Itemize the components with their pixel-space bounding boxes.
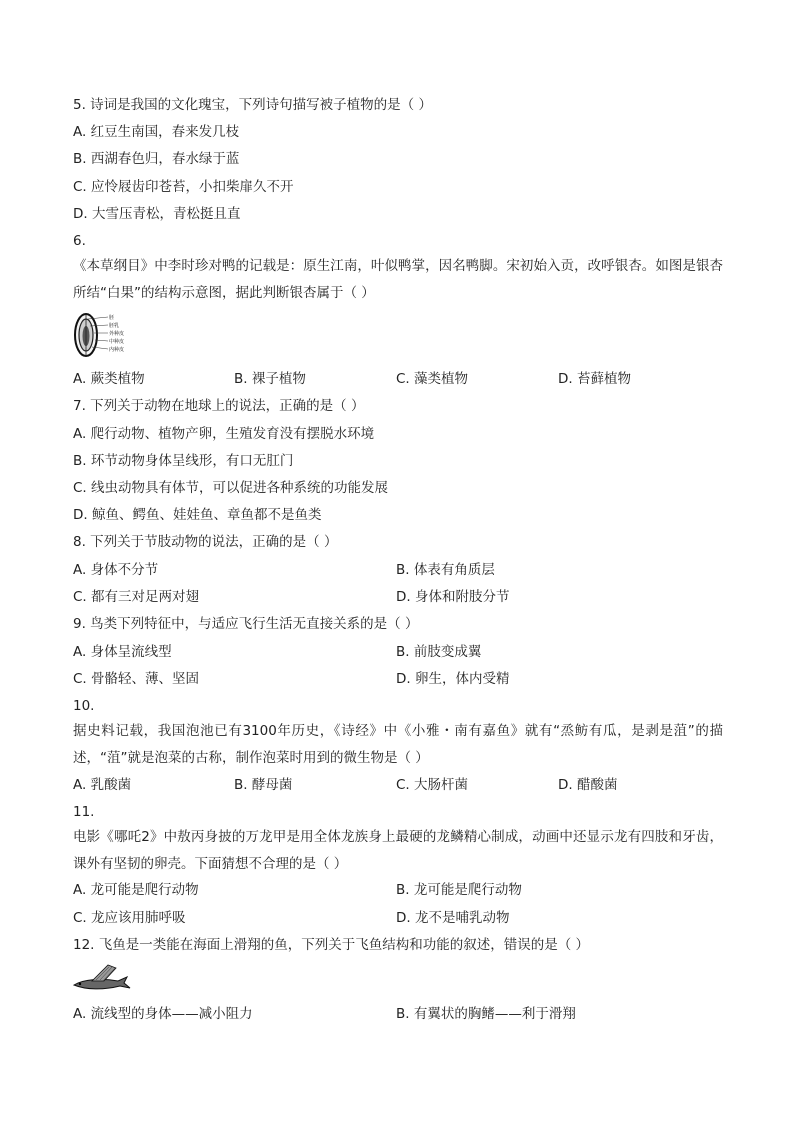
flying-fish-figure bbox=[72, 962, 138, 994]
q8-option-b: B. 体表有角质层 bbox=[396, 562, 495, 578]
q11-option-c: C. 龙应该用肺呼吸 bbox=[73, 910, 186, 926]
q11-stem: 电影《哪吒2》中敖丙身披的万龙甲是用全体龙族身上最硬的龙鳞精心制成，动画中还显示龙有四肢和牙齿，课外有坚韧的卵壳。下面猜想不合理的是（ ） bbox=[73, 829, 723, 872]
q11-option-a: A. 龙可能是爬行动物 bbox=[73, 882, 199, 898]
q6-option-a: A. 蕨类植物 bbox=[73, 371, 145, 387]
q6-option-c: C. 藻类植物 bbox=[396, 371, 469, 387]
figure-label-endosperm: 胚乳 bbox=[109, 323, 120, 329]
q7-option-c: C. 线虫动物具有体节，可以促进各种系统的功能发展 bbox=[73, 480, 389, 496]
figure-label-inner-seed-coat: 内种皮 bbox=[109, 347, 125, 353]
q6-stem: 《本草纲目》中李时珍对鸭的记载是：原生江南，叶似鸭掌，因名鸭脚。宋初始入贡，改呼银杏。如图是银杏所结“白果”的结构示意图，据此判断银杏属于（ ） bbox=[73, 258, 723, 301]
q9-stem: 9. 鸟类下列特征中，与适应飞行生活无直接关系的是（ ） bbox=[73, 616, 419, 632]
q8-option-c: C. 都有三对足两对翅 bbox=[73, 589, 200, 605]
q6-option-d: D. 苔藓植物 bbox=[558, 371, 631, 387]
q6-option-b: B. 裸子植物 bbox=[234, 371, 306, 387]
q10-option-a: A. 乳酸菌 bbox=[73, 777, 132, 793]
figure-label-embryo: 胚 bbox=[109, 315, 115, 321]
q11-option-d: D. 龙不是哺乳动物 bbox=[396, 910, 510, 926]
q8-stem: 8. 下列关于节肢动物的说法，正确的是（ ） bbox=[73, 534, 338, 550]
q5-option-d: D. 大雪压青松，青松挺且直 bbox=[73, 206, 241, 222]
q7-option-b: B. 环节动物身体呈线形，有口无肛门 bbox=[73, 453, 294, 469]
q5-option-c: C. 应怜屐齿印苍苔，小扣柴扉久不开 bbox=[73, 179, 294, 195]
q11-number: 11. bbox=[73, 804, 95, 820]
q5-option-b: B. 西湖春色归，春水绿于蓝 bbox=[73, 151, 240, 167]
q10-option-b: B. 酵母菌 bbox=[234, 777, 293, 793]
q12-option-b: B. 有翼状的胸鳍——利于滑翔 bbox=[396, 1006, 576, 1022]
q8-option-d: D. 身体和附肢分节 bbox=[396, 589, 510, 605]
q10-option-d: D. 醋酸菌 bbox=[558, 777, 618, 793]
q9-option-d: D. 卵生，体内受精 bbox=[396, 671, 510, 687]
q6-number: 6. bbox=[73, 233, 86, 249]
q9-option-c: C. 骨骼轻、薄、坚固 bbox=[73, 671, 200, 687]
q10-number: 10. bbox=[73, 698, 95, 714]
q12-stem: 12. 飞鱼是一类能在海面上滑翔的鱼，下列关于飞鱼结构和功能的叙述，错误的是（ ） bbox=[73, 937, 590, 953]
q8-option-a: A. 身体不分节 bbox=[73, 562, 159, 578]
q7-option-a: A. 爬行动物、植物产卵，生殖发育没有摆脱水环境 bbox=[73, 426, 375, 442]
q9-option-a: A. 身体呈流线型 bbox=[73, 644, 172, 660]
figure-label-outer-seed-coat: 外种皮 bbox=[109, 331, 125, 337]
q7-stem: 7. 下列关于动物在地球上的说法，正确的是（ ） bbox=[73, 398, 365, 414]
ginkgo-seed-figure bbox=[72, 310, 142, 360]
q12-option-a: A. 流线型的身体——减小阻力 bbox=[73, 1006, 253, 1022]
figure-label-middle-seed-coat: 中种皮 bbox=[109, 339, 125, 345]
q10-stem: 据史料记载，我国泡池已有3100年历史，《诗经》中《小雅・南有嘉鱼》就有“烝鲂有瓜，是剥是菹”的描述，“菹”就是泡菜的古称，制作泡菜时用到的微生物是（ ） bbox=[73, 723, 723, 766]
q7-option-d: D. 鲸鱼、鳄鱼、娃娃鱼、章鱼都不是鱼类 bbox=[73, 507, 322, 523]
q5-option-a: A. 红豆生南国，春来发几枝 bbox=[73, 124, 240, 140]
q9-option-b: B. 前肢变成翼 bbox=[396, 644, 482, 660]
q10-option-c: C. 大肠杆菌 bbox=[396, 777, 469, 793]
q5-stem: 5. 诗词是我国的文化瑰宝，下列诗句描写被子植物的是（ ） bbox=[73, 97, 432, 113]
q11-option-b: B. 龙可能是爬行动物 bbox=[396, 882, 522, 898]
